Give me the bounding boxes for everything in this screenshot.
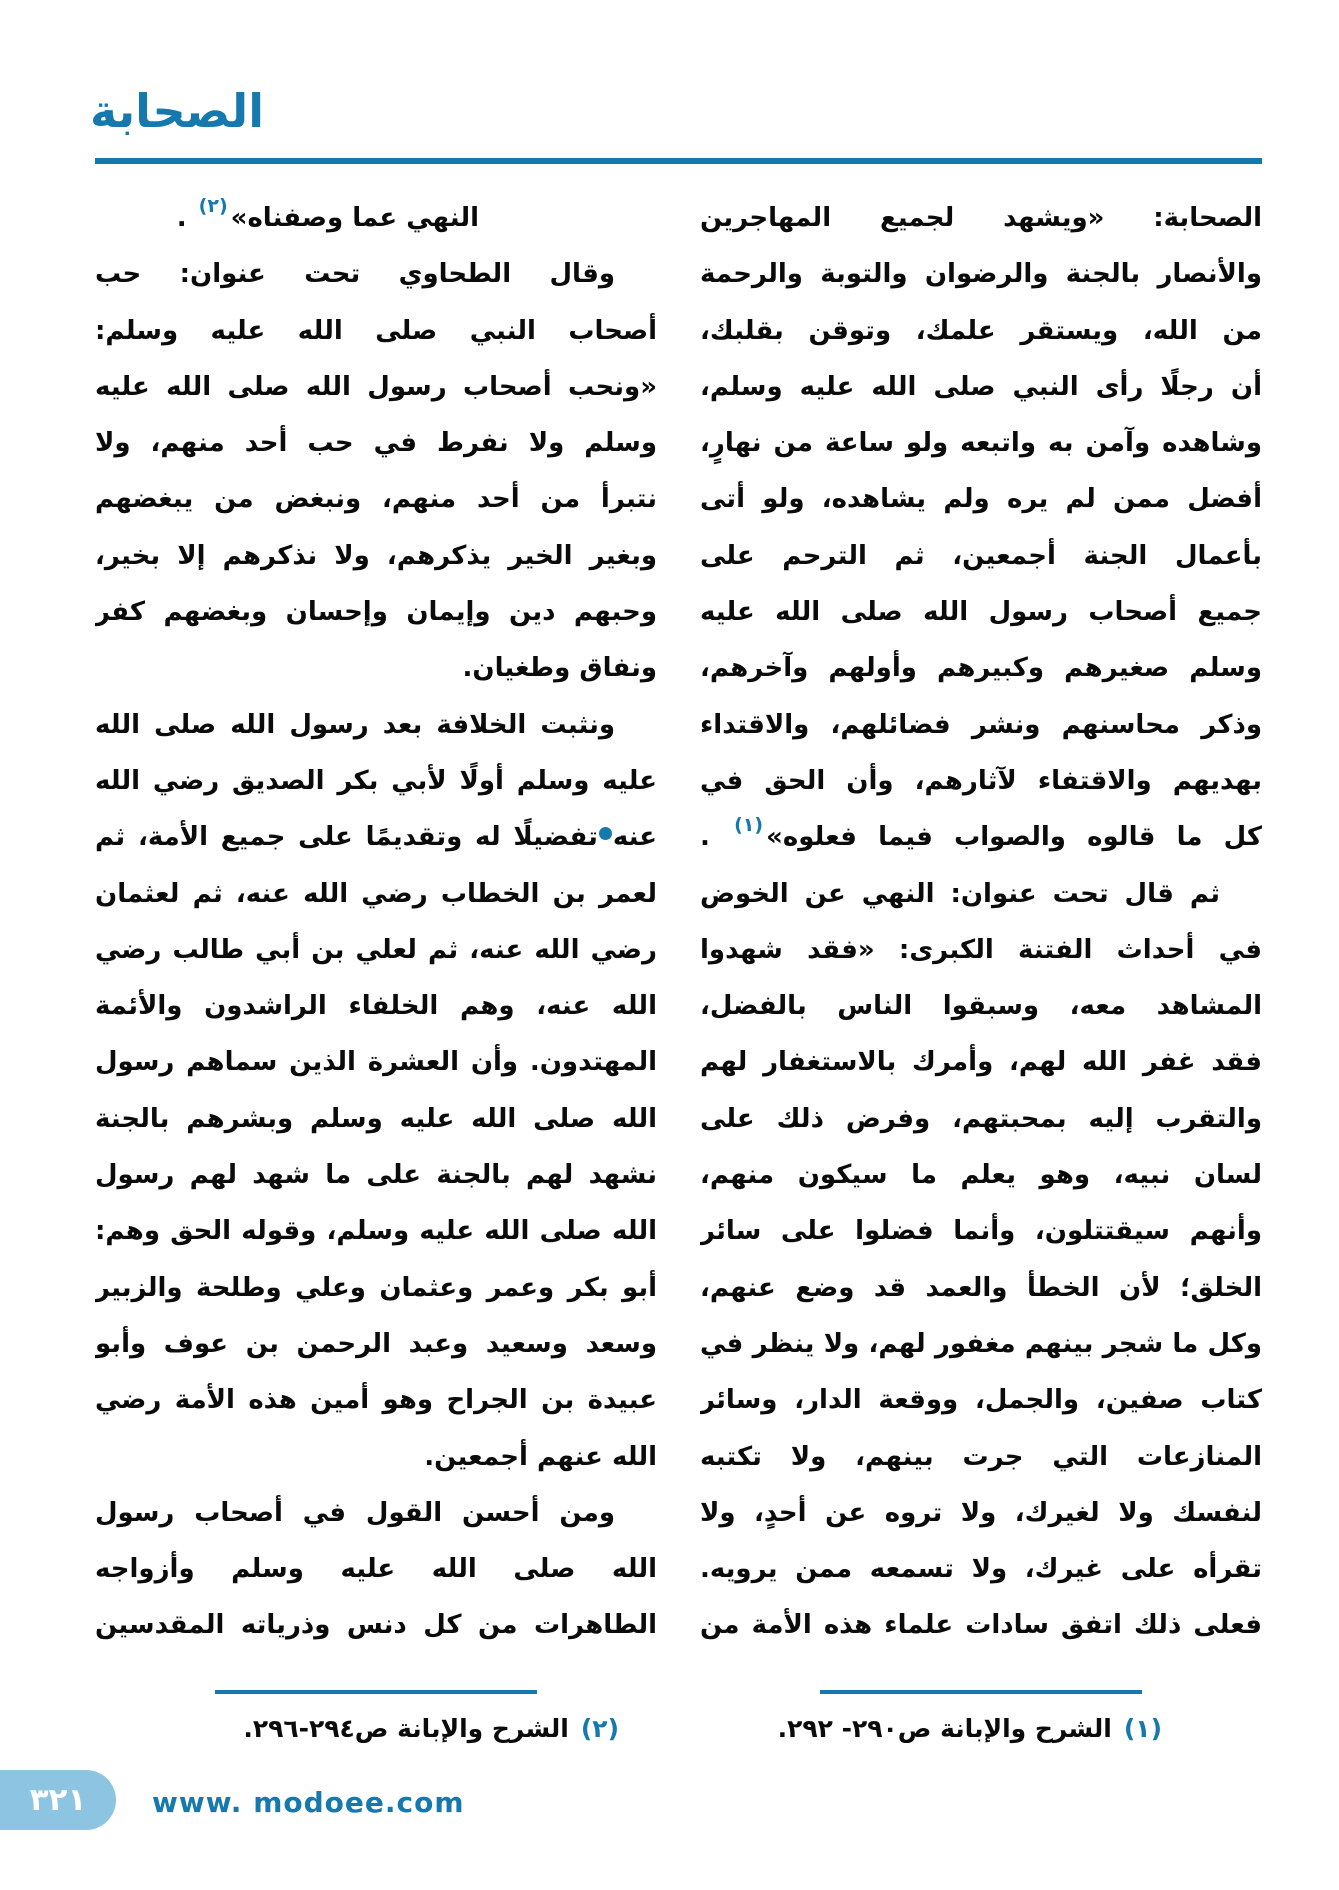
footnote-2-text: الشرح والإبانة ص٢٩٤-٢٩٦. <box>243 1714 569 1743</box>
main-text-area <box>95 190 1262 1654</box>
footnote-1-marker: (١) <box>1123 1714 1162 1743</box>
column-right <box>700 190 1262 1654</box>
text-line: وأنهم سيقتتلون، وأنما فضلوا على سائر <box>700 1216 1262 1247</box>
text-line: أبو بكر وعمر وعثمان وعلي وطلحة والزبير <box>95 1272 657 1303</box>
text-line: ومن أحسن القول في أصحاب رسول <box>95 1497 615 1528</box>
text-line: الخلق؛ لأن الخطأ والعمد قد وضع عنهم، <box>700 1272 1262 1303</box>
text-line: كل ما قالوه والصواب فيما فعلوه»(١) . <box>700 814 1262 853</box>
text-line: الله عنه، وهم الخلفاء الراشدون والأئمة <box>95 991 657 1022</box>
text-line: الله عنهم أجمعين. <box>424 1441 657 1472</box>
column-left <box>95 190 657 1654</box>
text-line: وشاهده وآمن به واتبعه ولو ساعة من نهارٍ، <box>700 428 1262 459</box>
text-line: فعلى ذلك اتفق سادات علماء هذه الأمة من <box>700 1610 1262 1641</box>
text-line: الله صلى الله عليه وسلم، وقوله الحق وهم: <box>95 1216 657 1247</box>
text-line: كتاب صفين، والجمل، ووقعة الدار، وسائر <box>700 1385 1262 1416</box>
footnote-2 <box>95 1714 657 1743</box>
page-number: ٣٢١ <box>29 1782 87 1818</box>
text-line: ونثبت الخلافة بعد رسول الله صلى الله <box>95 709 615 740</box>
footnote-separator <box>820 1690 1142 1694</box>
text-line: والتقرب إليه بمحبتهم، وفرض ذلك على <box>700 1103 1262 1134</box>
accent-dot <box>599 827 612 840</box>
text-line: وسعد وسعيد وعبد الرحمن بن عوف وأبو <box>95 1328 657 1359</box>
text-line: عنهتفضيلًا له وتقديمًا على جميع الأمة، ثم <box>95 822 657 853</box>
text-line: المشاهد معه، وسبقوا الناس بالفضل، <box>700 991 1262 1022</box>
text-line: بهديهم والاقتفاء لآثارهم، وأن الحق في <box>700 765 1262 796</box>
text-line: وسلم صغيرهم وكبيرهم وأولهم وآخرهم، <box>700 653 1262 684</box>
footnote-2-marker: (٢) <box>580 1714 619 1743</box>
text-line: عبيدة بن الجراح وهو أمين هذه الأمة رضي <box>95 1385 657 1416</box>
text-line: أن رجلًا رأى النبي صلى الله عليه وسلم، <box>700 359 1262 415</box>
text-line: أفضل ممن لم يره ولم يشاهده، ولو أتى <box>700 484 1262 515</box>
text-line: النهي عما وصفناه»(٢) . <box>176 195 479 233</box>
text-line: من الله، ويستقر علمك، وتوقن بقلبك، <box>700 315 1262 346</box>
text-line: وقال الطحاوي تحت عنوان: حب <box>95 259 615 290</box>
text-line: وكل ما شجر بينهم مغفور لهم، ولا ينظر في <box>700 1328 1262 1359</box>
footnote-block-1 <box>700 1690 1262 1743</box>
text-line: وبغير الخير يذكرهم، ولا نذكرهم إلا بخير، <box>95 540 657 571</box>
text-line: لعمر بن الخطاب رضي الله عنه، ثم لعثمان <box>95 878 657 909</box>
page-title: الصحابة <box>90 84 264 138</box>
text-line: ونفاق وطغيان. <box>462 653 657 684</box>
website-link[interactable]: www. modoee.com <box>152 1786 465 1819</box>
footnote-separator <box>215 1690 537 1694</box>
text-line: المهتدون. وأن العشرة الذين سماهم رسول <box>95 1047 657 1078</box>
text-line: وذكر محاسنهم ونشر فضائلهم، والاقتداء <box>700 709 1262 740</box>
footnote-1-text: الشرح والإبانة ص٢٩٠- ٢٩٢. <box>777 1714 1112 1743</box>
header-rule <box>95 158 1262 164</box>
text-line: رضي الله عنه، ثم لعلي بن أبي طالب رضي <box>95 934 657 965</box>
text-line: الله صلى الله عليه وسلم وبشرهم بالجنة <box>95 1103 657 1134</box>
text-line: فقد غفر الله لهم، وأمرك بالاستغفار لهم <box>700 1047 1262 1078</box>
text-line: الصحابة: «ويشهد لجميع المهاجرين <box>700 203 1262 233</box>
text-line: لنفسك ولا لغيرك، ولا تروه عن أحدٍ، ولا <box>700 1497 1262 1528</box>
text-line: عليه وسلم أولًا لأبي بكر الصديق رضي الله <box>95 765 657 796</box>
text-line: نشهد لهم بالجنة على ما شهد لهم رسول <box>95 1160 657 1191</box>
footnote-1 <box>700 1714 1262 1743</box>
text-line: المنازعات التي جرت بينهم، ولا تكتبه <box>700 1441 1262 1472</box>
text-line: أصحاب النبي صلى الله عليه وسلم: <box>95 315 657 346</box>
footnote-block-2 <box>95 1690 657 1743</box>
text-line: جميع أصحاب رسول الله صلى الله عليه <box>700 597 1262 628</box>
text-line: نتبرأ من أحد منهم، ونبغض من يبغضهم <box>95 484 657 515</box>
text-line: لسان نبيه، وهو يعلم ما سيكون منهم، <box>700 1160 1262 1191</box>
text-line: وسلم ولا نفرط في حب أحد منهم، ولا <box>95 428 657 459</box>
text-line: والأنصار بالجنة والرضوان والتوبة والرحمة <box>700 259 1262 290</box>
text-line: «ونحب أصحاب رسول الله صلى الله عليه <box>95 371 657 402</box>
text-line: الطاهرات من كل دنس وذرياته المقدسين <box>95 1610 657 1641</box>
text-line: الله صلى الله عليه وسلم وأزواجه <box>95 1554 657 1585</box>
text-line: ثم قال تحت عنوان: النهي عن الخوض <box>700 878 1220 909</box>
text-line: في أحداث الفتنة الكبرى: «فقد شهدوا <box>700 934 1262 965</box>
page-number-badge <box>0 1770 116 1830</box>
text-line: وحبهم دين وإيمان وإحسان وبغضهم كفر <box>95 597 657 628</box>
text-line: تقرأه على غيرك، ولا تسمعه ممن يرويه. <box>700 1554 1262 1585</box>
text-line: بأعمال الجنة أجمعين، ثم الترحم على <box>700 540 1262 571</box>
